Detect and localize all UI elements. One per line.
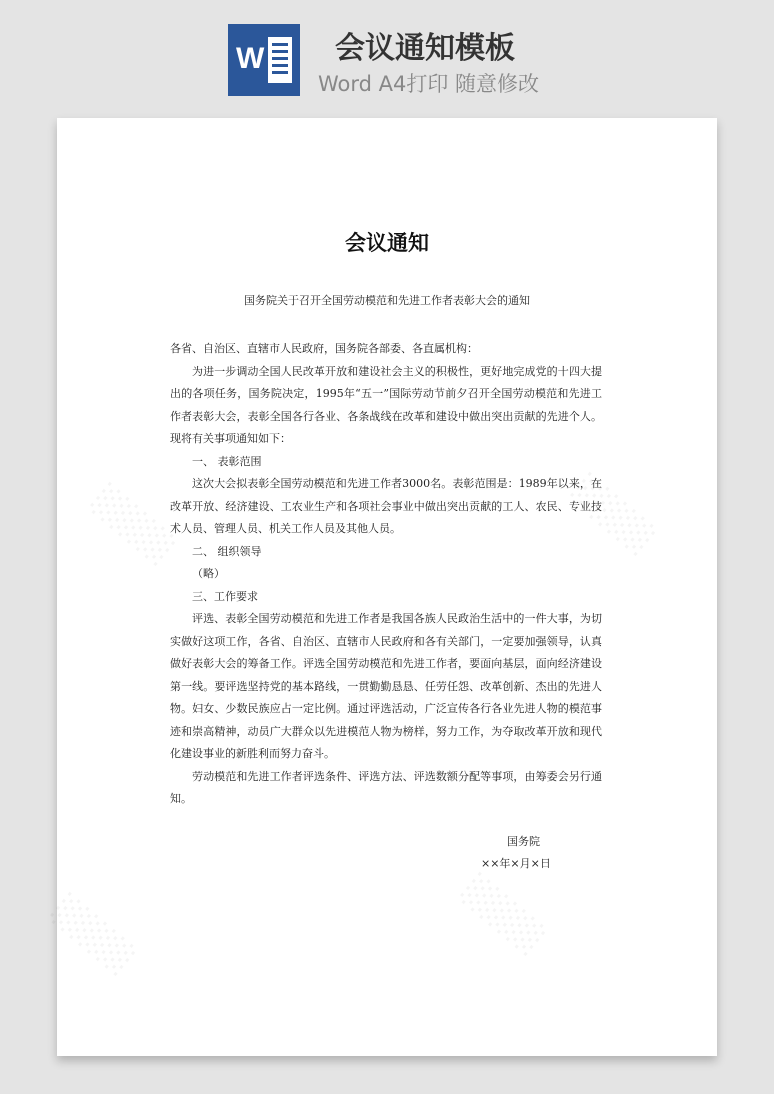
word-icon-letter: W (236, 42, 265, 75)
section-heading-2: 二、 组织领导 (192, 544, 262, 558)
document-date: ××年×月×日 (481, 857, 551, 870)
paragraph-scope: 这次大会拟表彰全国劳动模范和先进工作者3000名。表彰范围是：1989年以来，在改革开放、经济建设、工农业生产和各项社会事业中做出突出贡献的工人、农民、专业技术人员、管理人员、机关工作人员及其他人员。 (170, 477, 602, 535)
word-icon-sheet (268, 37, 292, 83)
banner-title: 会议通知模板 (335, 31, 515, 66)
section-heading-1: 一、 表彰范围 (192, 454, 262, 468)
signature: 国务院 (507, 835, 540, 848)
banner-subtitle: Word A4打印 随意修改 (318, 72, 540, 96)
paragraph-closing: 劳动模范和先进工作者评选条件、评选方法、评选数额分配等事项，由筹委会另行通知。 (170, 769, 602, 805)
document-body (170, 338, 602, 811)
paragraph-omitted: （略） (192, 567, 225, 580)
template-banner (0, 0, 774, 118)
word-icon (228, 24, 300, 96)
watermark (87, 482, 180, 568)
paragraph-intro: 为进一步调动全国人民改革开放和建设社会主义的积极性，更好地完成党的十四大提出的各项任务，国务院决定，1995年“五一”国际劳动节前夕召开全国劳动模范和先进工作者表彰大会，表彰全国各行各业、各条战线在改革和建设中做出突出贡献的先进个人。现将有关事项通知如下： (170, 364, 602, 445)
watermark (47, 892, 140, 978)
section-heading-3: 三、工作要求 (192, 589, 258, 603)
paragraph-requirements: 评选、表彰全国劳动模范和先进工作者是我国各族人民政治生活中的一件大事，为切实做好这项工作，各省、自治区、直辖市人民政府和各有关部门，一定要加强领导，认真做好表彰大会的筹备工作。评选全国劳动模范和先进工作者，要面向基层，面向经济建设第一线。要评选坚持党的基本路线，一贯勤勤恳恳、任劳任怨、改革创新、杰出的先进人物。妇女、少数民族应占一定比例。通过评选活动，广泛宣传各行各业先进人物的模范事迹和崇高精神，动员广大群众以先进模范人物为榜样，努力工作，为夺取改革开放和现代化建设事业的新胜利而努力奋斗。 (170, 612, 602, 760)
watermark (457, 872, 550, 958)
document-page (57, 118, 717, 1056)
salutation: 各省、自治区、直辖市人民政府，国务院各部委、各直属机构： (170, 342, 478, 355)
document-title: 会议通知 (345, 231, 429, 255)
document-subtitle: 国务院关于召开全国劳动模范和先进工作者表彰大会的通知 (244, 294, 530, 307)
